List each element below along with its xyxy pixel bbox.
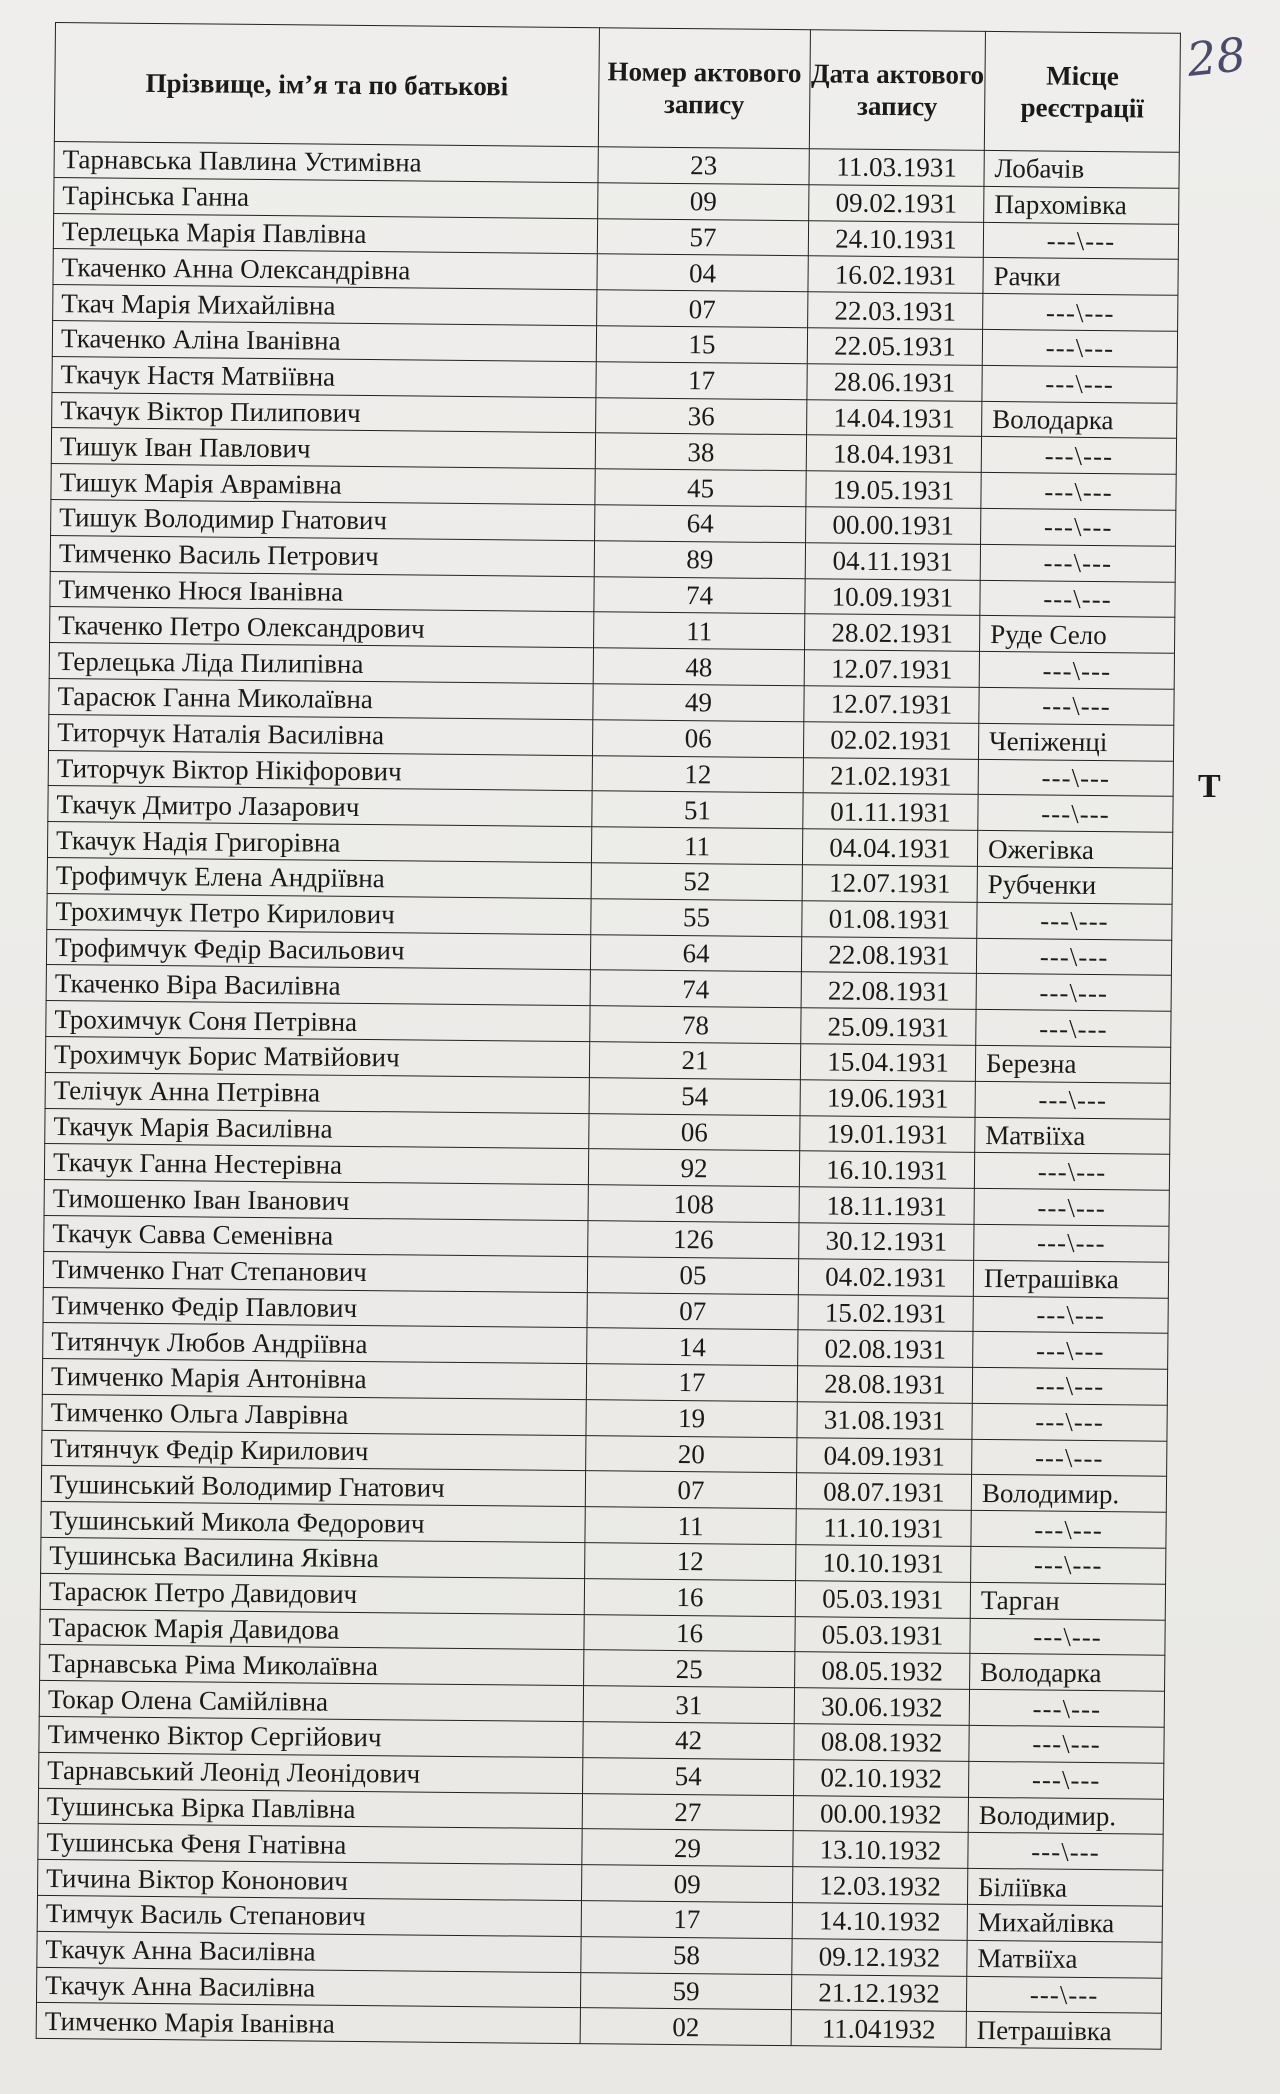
cell-date: 13.10.1932	[793, 1831, 968, 1868]
cell-name: Тишук Володимир Гнатович	[51, 499, 595, 540]
cell-date: 12.07.1931	[804, 650, 979, 687]
header-name: Прізвище, ім’я та по батькові	[54, 23, 599, 147]
cell-date: 22.08.1931	[801, 936, 976, 973]
cell-date: 09.12.1932	[792, 1939, 967, 1976]
cell-name: Тарнавський Леонід Леонідович	[39, 1752, 583, 1793]
cell-place: ---\---	[979, 652, 1174, 690]
cell-number: 55	[591, 898, 802, 936]
cell-date: 12.03.1932	[792, 1867, 967, 1904]
cell-date: 28.06.1931	[807, 364, 982, 401]
cell-number: 07	[587, 1292, 798, 1330]
cell-place: Михайлівка	[967, 1904, 1162, 1942]
cell-name: Ткаченко Петро Олександрович	[50, 607, 594, 648]
cell-place: ---\---	[980, 580, 1175, 618]
cell-place: ---\---	[968, 1833, 1163, 1871]
cell-place: Рачки	[983, 258, 1178, 296]
cell-place: ---\---	[969, 1725, 1164, 1763]
cell-number: 19	[586, 1400, 797, 1438]
cell-place: ---\---	[981, 473, 1176, 511]
cell-number: 20	[586, 1435, 797, 1473]
cell-place: ---\---	[972, 1403, 1167, 1441]
cell-place: ---\---	[977, 902, 1172, 940]
cell-place: Володарка	[982, 401, 1177, 439]
cell-name: Титянчук Федір Кирилович	[42, 1430, 586, 1471]
cell-date: 01.08.1931	[802, 900, 977, 937]
cell-name: Тарнавська Павлина Устимівна	[54, 141, 598, 182]
cell-name: Ткачук Настя Матвіївна	[52, 356, 596, 397]
cell-date: 18.11.1931	[799, 1187, 974, 1224]
cell-number: 74	[590, 970, 801, 1008]
cell-place: ---\---	[972, 1439, 1167, 1477]
cell-date: 11.041932	[791, 2010, 966, 2047]
cell-number: 25	[584, 1650, 795, 1688]
cell-name: Тарінська Ганна	[54, 177, 598, 218]
cell-number: 17	[596, 361, 807, 399]
cell-name: Трохимчук Соня Петрівна	[46, 1001, 590, 1042]
cell-date: 02.10.1932	[794, 1760, 969, 1797]
cell-date: 11.10.1931	[796, 1509, 971, 1546]
cell-name: Ткачук Надія Григорівна	[47, 822, 591, 863]
cell-name: Тарасюк Петро Давидович	[40, 1573, 584, 1614]
cell-date: 12.07.1931	[802, 865, 977, 902]
cell-place: ---\---	[971, 1511, 1166, 1549]
cell-date: 22.08.1931	[801, 972, 976, 1009]
cell-number: 12	[592, 755, 803, 793]
cell-number: 06	[589, 1113, 800, 1151]
cell-number: 126	[588, 1221, 799, 1259]
cell-number: 38	[595, 433, 806, 471]
cell-name: Титорчук Наталія Василівна	[49, 714, 593, 755]
cell-number: 64	[595, 505, 806, 543]
cell-place: Біліївка	[967, 1869, 1162, 1907]
cell-place: ---\---	[979, 687, 1174, 725]
cell-name: Тушинська Василина Яківна	[41, 1538, 585, 1579]
table-header-row	[54, 23, 1180, 153]
cell-place: ---\---	[970, 1618, 1165, 1656]
cell-number: 11	[591, 827, 802, 865]
cell-name: Тушинський Володимир Гнатович	[41, 1466, 585, 1507]
cell-name: Тишук Марія Аврамівна	[51, 464, 595, 505]
cell-name: Трохимчук Петро Кирилович	[47, 893, 591, 934]
cell-place: ---\---	[976, 974, 1171, 1012]
page-number: 28	[1184, 27, 1249, 87]
registry-table-wrapper	[36, 22, 1180, 2050]
cell-number: 11	[585, 1507, 796, 1545]
cell-place: Володимир.	[968, 1797, 1163, 1835]
cell-name: Ткаченко Аліна Іванівна	[52, 320, 596, 361]
cell-place: ---\---	[969, 1690, 1164, 1728]
cell-place: ---\---	[969, 1761, 1164, 1799]
cell-date: 14.04.1931	[807, 399, 982, 436]
cell-name: Тимченко Марія Іванівна	[36, 2003, 580, 2044]
margin-letter: Т	[1198, 768, 1221, 805]
cell-date: 22.05.1931	[807, 328, 982, 365]
cell-date: 15.02.1931	[798, 1294, 973, 1331]
cell-date: 04.04.1931	[802, 829, 977, 866]
cell-place: ---\---	[976, 1010, 1171, 1048]
header-number: Номер актового запису	[598, 28, 810, 149]
registry-table	[36, 22, 1181, 2050]
cell-number: 78	[590, 1006, 801, 1044]
cell-date: 18.04.1931	[806, 435, 981, 472]
cell-place: ---\---	[973, 1332, 1168, 1370]
cell-place: ---\---	[974, 1153, 1169, 1191]
cell-number: 06	[592, 719, 803, 757]
cell-name: Тушинський Микола Федорович	[41, 1502, 585, 1543]
cell-number: 48	[593, 648, 804, 686]
cell-name: Тимченко Марія Антонівна	[42, 1359, 586, 1400]
header-date: Дата актового запису	[809, 30, 985, 151]
cell-date: 16.10.1931	[799, 1151, 974, 1188]
cell-name: Титорчук Віктор Нікіфорович	[48, 750, 592, 791]
cell-date: 22.03.1931	[808, 292, 983, 329]
cell-number: 12	[585, 1543, 796, 1581]
cell-name: Тимченко Ольга Лаврівна	[42, 1394, 586, 1435]
table-body	[36, 141, 1179, 2049]
cell-name: Трохимчук Борис Матвійович	[45, 1036, 589, 1077]
cell-date: 10.09.1931	[805, 578, 980, 615]
cell-number: 16	[584, 1579, 795, 1617]
cell-date: 00.00.1932	[793, 1795, 968, 1832]
cell-name: Тарасюк Марія Давидова	[40, 1609, 584, 1650]
cell-place: ---\---	[978, 795, 1173, 833]
cell-name: Ткаченко Анна Олександрівна	[53, 249, 597, 290]
cell-place: Чепіженці	[978, 723, 1173, 761]
cell-place: ---\---	[983, 222, 1178, 260]
cell-number: 09	[598, 183, 809, 221]
cell-name: Тишук Іван Павлович	[51, 428, 595, 469]
cell-date: 01.11.1931	[803, 793, 978, 830]
cell-number: 21	[589, 1042, 800, 1080]
cell-number: 04	[597, 254, 808, 292]
cell-name: Тушинська Вірка Павлівна	[38, 1788, 582, 1829]
cell-place: ---\---	[983, 294, 1178, 332]
cell-place: ---\---	[974, 1188, 1169, 1226]
cell-place: ---\---	[981, 508, 1176, 546]
cell-place: ---\---	[980, 544, 1175, 582]
cell-date: 15.04.1931	[800, 1044, 975, 1081]
cell-number: 09	[581, 1865, 792, 1903]
cell-number: 17	[586, 1364, 797, 1402]
cell-place: Ожегівка	[977, 831, 1172, 869]
cell-number: 02	[580, 2008, 791, 2046]
cell-place: ---\---	[972, 1367, 1167, 1405]
cell-number: 108	[588, 1185, 799, 1223]
cell-place: ---\---	[982, 365, 1177, 403]
cell-date: 19.01.1931	[800, 1115, 975, 1152]
cell-number: 64	[590, 934, 801, 972]
cell-place: Володарка	[970, 1654, 1165, 1692]
cell-place: Пархомівка	[984, 186, 1179, 224]
cell-date: 05.03.1931	[795, 1616, 970, 1653]
cell-name: Тимчук Василь Степанович	[37, 1895, 581, 1936]
cell-date: 00.00.1931	[806, 507, 981, 544]
cell-date: 25.09.1931	[801, 1008, 976, 1045]
header-place: Місце реєстрації	[984, 31, 1180, 152]
cell-number: 52	[591, 863, 802, 901]
cell-number: 27	[582, 1793, 793, 1831]
cell-date: 10.10.1931	[796, 1545, 971, 1582]
cell-number: 11	[594, 612, 805, 650]
cell-name: Ткачук Анна Василівна	[37, 1931, 581, 1972]
cell-name: Тимченко Гнат Степанович	[43, 1251, 587, 1292]
cell-place: Рубченки	[977, 866, 1172, 904]
cell-date: 04.09.1931	[797, 1437, 972, 1474]
cell-place: Тарган	[970, 1582, 1165, 1620]
cell-number: 89	[594, 540, 805, 578]
cell-number: 74	[594, 576, 805, 614]
cell-name: Терлецька Ліда Пилипівна	[49, 643, 593, 684]
cell-number: 05	[587, 1256, 798, 1294]
cell-place: ---\---	[974, 1224, 1169, 1262]
cell-date: 28.08.1931	[797, 1366, 972, 1403]
cell-name: Тарасюк Ганна Миколаївна	[49, 678, 593, 719]
cell-place: Матвіїха	[975, 1117, 1170, 1155]
cell-place: ---\---	[978, 759, 1173, 797]
cell-name: Титянчук Любов Андріївна	[43, 1323, 587, 1364]
cell-name: Ткачук Савва Семенівна	[44, 1215, 588, 1256]
cell-date: 30.06.1932	[794, 1688, 969, 1725]
cell-number: 17	[581, 1901, 792, 1939]
cell-place: ---\---	[981, 437, 1176, 475]
cell-number: 92	[588, 1149, 799, 1187]
cell-name: Терлецька Марія Павлівна	[53, 213, 597, 254]
cell-place: Березна	[975, 1045, 1170, 1083]
cell-number: 51	[592, 791, 803, 829]
cell-place: ---\---	[971, 1546, 1166, 1584]
cell-date: 08.07.1931	[796, 1473, 971, 1510]
cell-place: Петрашівка	[973, 1260, 1168, 1298]
cell-number: 15	[596, 326, 807, 364]
cell-date: 12.07.1931	[804, 686, 979, 723]
cell-name: Тимченко Нюся Іванівна	[50, 571, 594, 612]
cell-date: 21.02.1931	[803, 757, 978, 794]
cell-name: Ткачук Марія Василівна	[45, 1108, 589, 1149]
cell-date: 05.03.1931	[795, 1581, 970, 1618]
cell-name: Тушинська Феня Гнатівна	[38, 1824, 582, 1865]
cell-place: ---\---	[982, 329, 1177, 367]
cell-name: Тимченко Віктор Сергійович	[39, 1716, 583, 1757]
cell-name: Ткачук Ганна Нестерівна	[44, 1144, 588, 1185]
cell-number: 57	[597, 218, 808, 256]
cell-date: 19.06.1931	[800, 1079, 975, 1116]
cell-date: 28.02.1931	[805, 614, 980, 651]
cell-place: Володимир.	[971, 1475, 1166, 1513]
cell-number: 42	[583, 1722, 794, 1760]
cell-number: 29	[582, 1829, 793, 1867]
cell-number: 45	[595, 469, 806, 507]
cell-number: 31	[583, 1686, 794, 1724]
cell-name: Тимченко Василь Петрович	[50, 535, 594, 576]
cell-date: 30.12.1931	[799, 1223, 974, 1260]
cell-date: 09.02.1931	[809, 185, 984, 222]
cell-date: 02.02.1931	[803, 721, 978, 758]
cell-name: Токар Олена Самійлівна	[39, 1681, 583, 1722]
cell-number: 23	[598, 147, 809, 185]
cell-name: Тичина Віктор Кононович	[38, 1860, 582, 1901]
cell-date: 02.08.1931	[798, 1330, 973, 1367]
cell-place: Матвіїха	[967, 1940, 1162, 1978]
cell-date: 04.02.1931	[798, 1258, 973, 1295]
cell-name: Трофимчук Елена Андріївна	[47, 857, 591, 898]
cell-place: ---\---	[966, 1976, 1161, 2014]
cell-name: Тимошенко Іван Іванович	[44, 1180, 588, 1221]
cell-number: 54	[583, 1758, 794, 1796]
cell-name: Ткачук Дмитро Лазарович	[48, 786, 592, 827]
cell-number: 59	[580, 1972, 791, 2010]
cell-name: Ткач Марія Михайлівна	[53, 285, 597, 326]
cell-number: 16	[584, 1614, 795, 1652]
cell-place: Лобачів	[984, 150, 1179, 188]
cell-number: 54	[589, 1077, 800, 1115]
cell-place: ---\---	[975, 1081, 1170, 1119]
cell-name: Трофимчук Федір Васильович	[46, 929, 590, 970]
cell-name: Ткачук Віктор Пилипович	[52, 392, 596, 433]
cell-place: ---\---	[976, 938, 1171, 976]
cell-date: 14.10.1932	[792, 1903, 967, 1940]
cell-name: Ткачук Анна Василівна	[36, 1967, 580, 2008]
cell-date: 11.03.1931	[809, 149, 984, 186]
cell-place: Руде Село	[979, 616, 1174, 654]
cell-number: 49	[593, 684, 804, 722]
cell-name: Телічук Анна Петрівна	[45, 1072, 589, 1113]
cell-name: Тарнавська Ріма Миколаївна	[40, 1645, 584, 1686]
cell-date: 31.08.1931	[797, 1402, 972, 1439]
cell-date: 16.02.1931	[808, 256, 983, 293]
cell-number: 07	[597, 290, 808, 328]
cell-place: Петрашівка	[966, 2012, 1161, 2050]
cell-name: Тимченко Федір Павлович	[43, 1287, 587, 1328]
cell-number: 07	[585, 1471, 796, 1509]
cell-date: 19.05.1931	[806, 471, 981, 508]
cell-date: 08.05.1932	[795, 1652, 970, 1689]
cell-number: 14	[587, 1328, 798, 1366]
cell-date: 24.10.1931	[808, 220, 983, 257]
cell-date: 21.12.1932	[791, 1974, 966, 2011]
cell-date: 08.08.1932	[794, 1724, 969, 1761]
cell-number: 58	[581, 1936, 792, 1974]
cell-place: ---\---	[973, 1296, 1168, 1334]
cell-date: 04.11.1931	[805, 542, 980, 579]
cell-name: Ткаченко Віра Василівна	[46, 965, 590, 1006]
cell-number: 36	[596, 397, 807, 435]
